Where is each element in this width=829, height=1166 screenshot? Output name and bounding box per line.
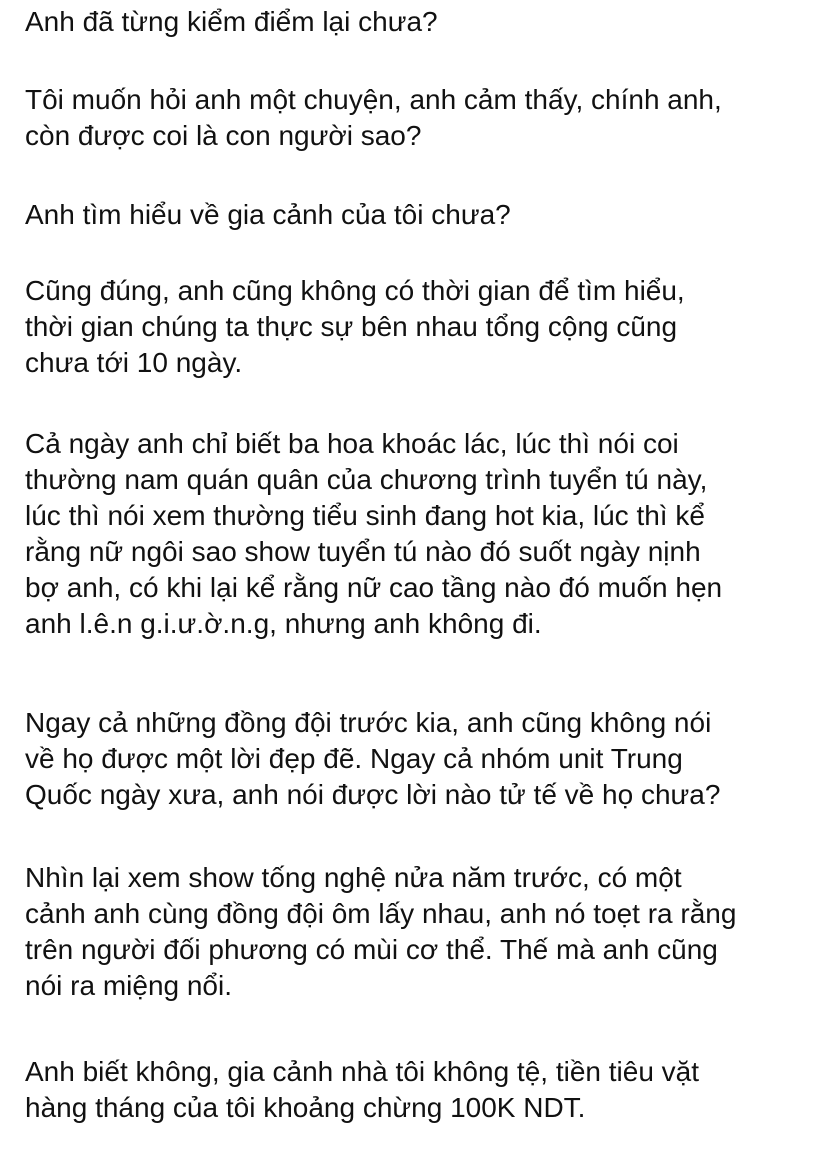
text-line: lúc thì nói xem thường tiểu sinh đang hot kia, lúc thì kể — [25, 500, 705, 531]
paragraph — [25, 4, 438, 40]
text-line: còn được coi là con người sao? — [25, 120, 422, 151]
text-line: Quốc ngày xưa, anh nói được lời nào tử tế về họ chưa? — [25, 779, 721, 810]
paragraph — [25, 860, 736, 1004]
paragraph — [25, 197, 511, 233]
paragraph — [25, 705, 720, 813]
text-line: Cả ngày anh chỉ biết ba hoa khoác lác, lúc thì nói coi — [25, 428, 679, 459]
text-line: về họ được một lời đẹp đẽ. Ngay cả nhóm unit Trung — [25, 743, 683, 774]
paragraph — [25, 1054, 699, 1126]
text-line: Anh biết không, gia cảnh nhà tôi không tệ, tiền tiêu vặt — [25, 1056, 700, 1087]
text-line: Anh đã từng kiểm điểm lại chưa? — [25, 6, 438, 37]
text-line: Cũng đúng, anh cũng không có thời gian để tìm hiểu, — [25, 275, 685, 306]
text-line: Ngay cả những đồng đội trước kia, anh cũng không nói — [25, 707, 712, 738]
paragraph — [25, 273, 685, 381]
text-line: rằng nữ ngôi sao show tuyển tú nào đó suốt ngày nịnh — [25, 536, 701, 567]
text-line: bợ anh, có khi lại kể rằng nữ cao tầng nào đó muốn hẹn — [25, 572, 723, 603]
text-line: nói ra miệng nổi. — [25, 970, 233, 1001]
text-line: anh l.ê.n g.i.ư.ờ.n.g, nhưng anh không đi. — [25, 608, 542, 639]
text-line: Anh tìm hiểu về gia cảnh của tôi chưa? — [25, 199, 511, 230]
text-line: cảnh anh cùng đồng đội ôm lấy nhau, anh nó toẹt ra rằng — [25, 898, 737, 929]
text-line: Tôi muốn hỏi anh một chuyện, anh cảm thấy, chính anh, — [25, 84, 722, 115]
text-line: chưa tới 10 ngày. — [25, 347, 243, 378]
text-line: thường nam quán quân của chương trình tuyển tú này, — [25, 464, 708, 495]
paragraph — [25, 426, 722, 642]
text-line: hàng tháng của tôi khoảng chừng 100K NDT. — [25, 1092, 586, 1123]
text-line: trên người đối phương có mùi cơ thể. Thế mà anh cũng — [25, 934, 718, 965]
text-line: thời gian chúng ta thực sự bên nhau tổng cộng cũng — [25, 311, 678, 342]
paragraph — [25, 82, 722, 154]
text-line: Nhìn lại xem show tống nghệ nửa năm trước, có một — [25, 862, 682, 893]
